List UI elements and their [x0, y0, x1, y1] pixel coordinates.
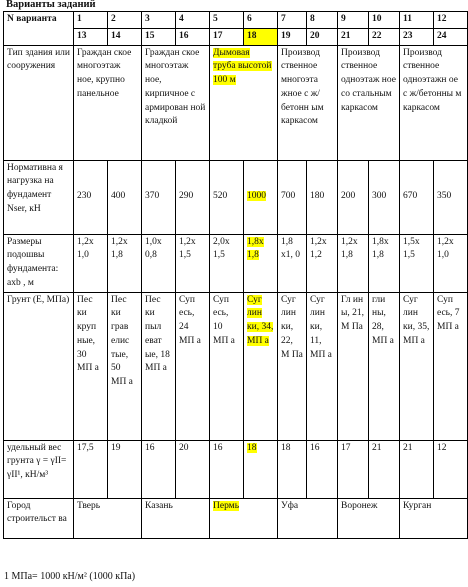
- variant-22: 22: [369, 28, 400, 45]
- soil-cell: Пес ки круп ные, 30 МП а: [74, 292, 108, 440]
- dims-cell: 1,2x 1,8: [338, 234, 369, 292]
- weight-cell: 16: [210, 440, 244, 498]
- soil-cell: гли ны, 28, МП а: [369, 292, 400, 440]
- weight-cell: 21: [400, 440, 434, 498]
- weight-cell: 21: [369, 440, 400, 498]
- soil-cell: Суг лин ки, 22, М Па: [278, 292, 307, 440]
- variant-9: 9: [338, 12, 369, 29]
- variant-18: 18: [244, 28, 278, 45]
- header-row-2: [4, 28, 468, 45]
- city-cell: Курган: [400, 498, 468, 538]
- variant-10: 10: [369, 12, 400, 29]
- variant-20: 20: [307, 28, 338, 45]
- dims-cell: 1,2x 1,5: [176, 234, 210, 292]
- load-cell: 290: [176, 160, 210, 234]
- soil-cell: Суп есь, 7 МП а: [434, 292, 468, 440]
- soil-cell: Суп есь, 24 МП а: [176, 292, 210, 440]
- load-row: [4, 160, 468, 234]
- chimney-text: Дымовая труба высотой 100 м: [213, 47, 272, 86]
- weight-cell: [244, 440, 278, 498]
- load-cell: [244, 160, 278, 234]
- weight-highlight: 18: [247, 442, 257, 453]
- city-cell: Воронеж: [338, 498, 400, 538]
- footnote: 1 МПа= 1000 кН/м² (1000 кПа): [4, 571, 136, 582]
- variants-table: [3, 11, 468, 539]
- load-cell: 520: [210, 160, 244, 234]
- load-cell: 700: [278, 160, 307, 234]
- load-cell: 400: [108, 160, 142, 234]
- weight-cell: 17,5: [74, 440, 108, 498]
- dims-cell: 1,8 x1, 0: [278, 234, 307, 292]
- dims-cell: 1,2x 1,0: [74, 234, 108, 292]
- variant-4: 4: [176, 12, 210, 29]
- soil-cell: [244, 292, 278, 440]
- load-cell: 230: [74, 160, 108, 234]
- variant-7: 7: [278, 12, 307, 29]
- dims-cell: 1,0x 0,8: [142, 234, 176, 292]
- building-group-2: Граждан ское многоэтаж ное, кирпичное с армирован ной кладкой: [142, 45, 210, 160]
- soil-cell: Пес ки пыл еват ые, 18 МП а: [142, 292, 176, 440]
- variant-19: 19: [278, 28, 307, 45]
- weight-cell: 16: [307, 440, 338, 498]
- city-cell: Уфа: [278, 498, 338, 538]
- soil-cell: Гл ин ы, 21, М Па: [338, 292, 369, 440]
- building-group-1: Граждан ское многоэтаж ное, крупно панельное: [74, 45, 142, 160]
- header-row-1: [4, 12, 468, 29]
- load-cell: 200: [338, 160, 369, 234]
- load-highlight: 1000: [247, 191, 266, 202]
- dims-cell: 1,8x 1,8: [369, 234, 400, 292]
- dims-label: Размеры подошвы фундамента: axb , м: [4, 234, 74, 292]
- variant-17: 17: [210, 28, 244, 45]
- soil-cell: Суг лин ки, 11, МП а: [307, 292, 338, 440]
- soil-label: Грунт (Е, МПа): [4, 292, 74, 440]
- variant-12: 12: [434, 12, 468, 29]
- load-label: Нормативна я нагрузка на фундамент Nser, кН: [4, 160, 74, 234]
- variant-2: 2: [108, 12, 142, 29]
- dims-cell: 1,2x 1,8: [108, 234, 142, 292]
- load-cell: 350: [434, 160, 468, 234]
- variant-24: 24: [434, 28, 468, 45]
- variant-3: 3: [142, 12, 176, 29]
- weight-cell: 17: [338, 440, 369, 498]
- city-row: [4, 498, 468, 538]
- soil-cell: Суп есь, 10 МП а: [210, 292, 244, 440]
- building-group-4: Производ ственное многоэта жное с ж/бетонн ым каркасом: [278, 45, 338, 160]
- city-cell: Казань: [142, 498, 210, 538]
- building-label: Тип здания или сооружения: [4, 45, 74, 160]
- variant-11: 11: [400, 12, 434, 29]
- header-label: N варианта: [4, 12, 74, 46]
- dims-cell: 1,2x 1,2: [307, 234, 338, 292]
- variant-6: 6: [244, 12, 278, 29]
- page-title: Варианты заданий: [6, 0, 96, 10]
- building-group-6: Производ ственное одноэтажн ое с ж/бетонны м каркасом: [400, 45, 468, 160]
- soil-cell: Пес ки грав елис тые, 50 МП а: [108, 292, 142, 440]
- variant-14: 14: [108, 28, 142, 45]
- soil-highlight: Суг лин ки, 34, МП а: [247, 294, 274, 346]
- variant-16: 16: [176, 28, 210, 45]
- weight-cell: 20: [176, 440, 210, 498]
- variant-5: 5: [210, 12, 244, 29]
- city-cell: [210, 498, 278, 538]
- weight-cell: 12: [434, 440, 468, 498]
- weight-row: [4, 440, 468, 498]
- variant-21: 21: [338, 28, 369, 45]
- city-cell: Тверь: [74, 498, 142, 538]
- weight-cell: 16: [142, 440, 176, 498]
- variant-1: 1: [74, 12, 108, 29]
- soil-row: [4, 292, 468, 440]
- weight-cell: 19: [108, 440, 142, 498]
- weight-cell: 18: [278, 440, 307, 498]
- load-cell: 670: [400, 160, 434, 234]
- building-row: [4, 45, 468, 160]
- load-cell: 370: [142, 160, 176, 234]
- building-group-3: [210, 45, 278, 160]
- dims-cell: 1,5x 1,5: [400, 234, 434, 292]
- dims-cell: 1,2x 1,0: [434, 234, 468, 292]
- load-cell: 180: [307, 160, 338, 234]
- dims-row: [4, 234, 468, 292]
- city-label: Город строительст ва: [4, 498, 74, 538]
- load-cell: 300: [369, 160, 400, 234]
- variant-13: 13: [74, 28, 108, 45]
- variant-23: 23: [400, 28, 434, 45]
- soil-cell: Суг лин ки, 35, МП а: [400, 292, 434, 440]
- dims-cell: [244, 234, 278, 292]
- building-group-5: Производ ственное одноэтаж ное со стальным каркасом: [338, 45, 400, 160]
- city-highlight: Пермь: [213, 500, 240, 511]
- dims-cell: 2,0x 1,5: [210, 234, 244, 292]
- weight-label: удельный вес грунта γ = γII= γII¹, кН/м³: [4, 440, 74, 498]
- variant-15: 15: [142, 28, 176, 45]
- dims-highlight: 1,8x 1,8: [247, 236, 264, 261]
- variant-8: 8: [307, 12, 338, 29]
